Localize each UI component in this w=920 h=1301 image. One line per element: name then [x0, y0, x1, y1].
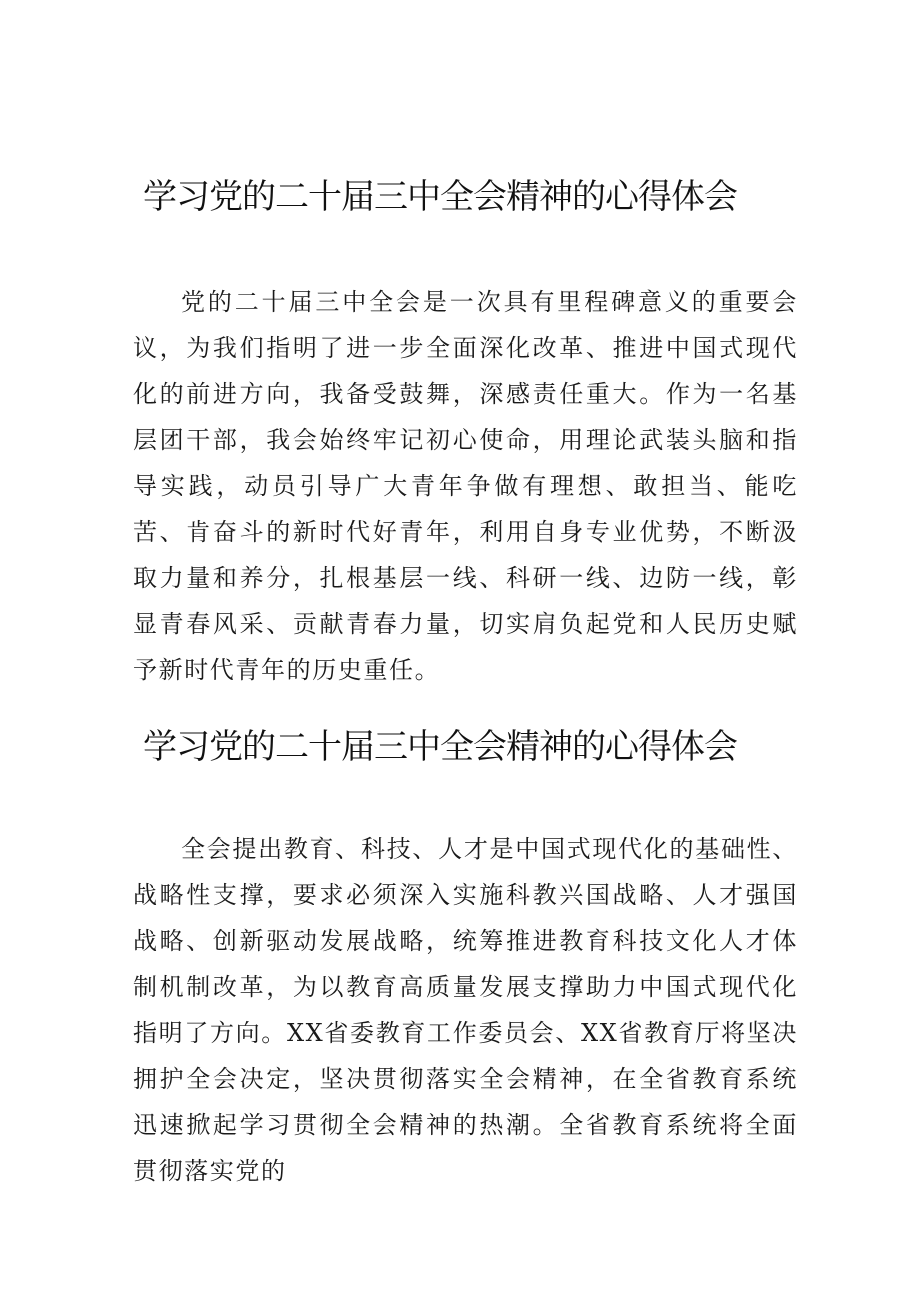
article-paragraph: 全会提出教育、科技、人才是中国式现代化的基础性、战略性支撑，要求必须深入实施科教兴国战略、人才强国战略、创新驱动发展战略，统筹推进教育科技文化人才体制机制改革，为以教育高质量发展支撑助力中国式现代化指明了方向。XX省委教育工作委员会、XX省教育厅将坚决拥护全会决定，坚决贯彻落实全会精神，在全省教育系统迅速掀起学习贯彻全会精神的热潮。全省教育系统将全面贯彻落实党的 — [133, 835, 798, 1185]
article-title: 学习党的二十届三中全会精神的心得体会 — [143, 727, 737, 767]
article-title: 学习党的二十届三中全会精神的心得体会 — [143, 177, 737, 217]
article-section-1 — [0, 170, 920, 693]
article-paragraph: 党的二十届三中全会是一次具有里程碑意义的重要会议，为我们指明了进一步全面深化改革、推进中国式现代化的前进方向，我备受鼓舞，深感责任重大。作为一名基层团干部，我会始终牢记初心使命，用理论武装头脑和指导实践，动员引导广大青年争做有理想、敢担当、能吃苦、肯奋斗的新时代好青年，利用自身专业优势，不断汲取力量和养分，扎根基层一线、科研一线、边防一线，彰显青春风采、贡献青春力量，切实肩负起党和人民历史赋予新时代青年的历史重任。 — [133, 288, 798, 684]
article-section-2 — [0, 720, 920, 1194]
